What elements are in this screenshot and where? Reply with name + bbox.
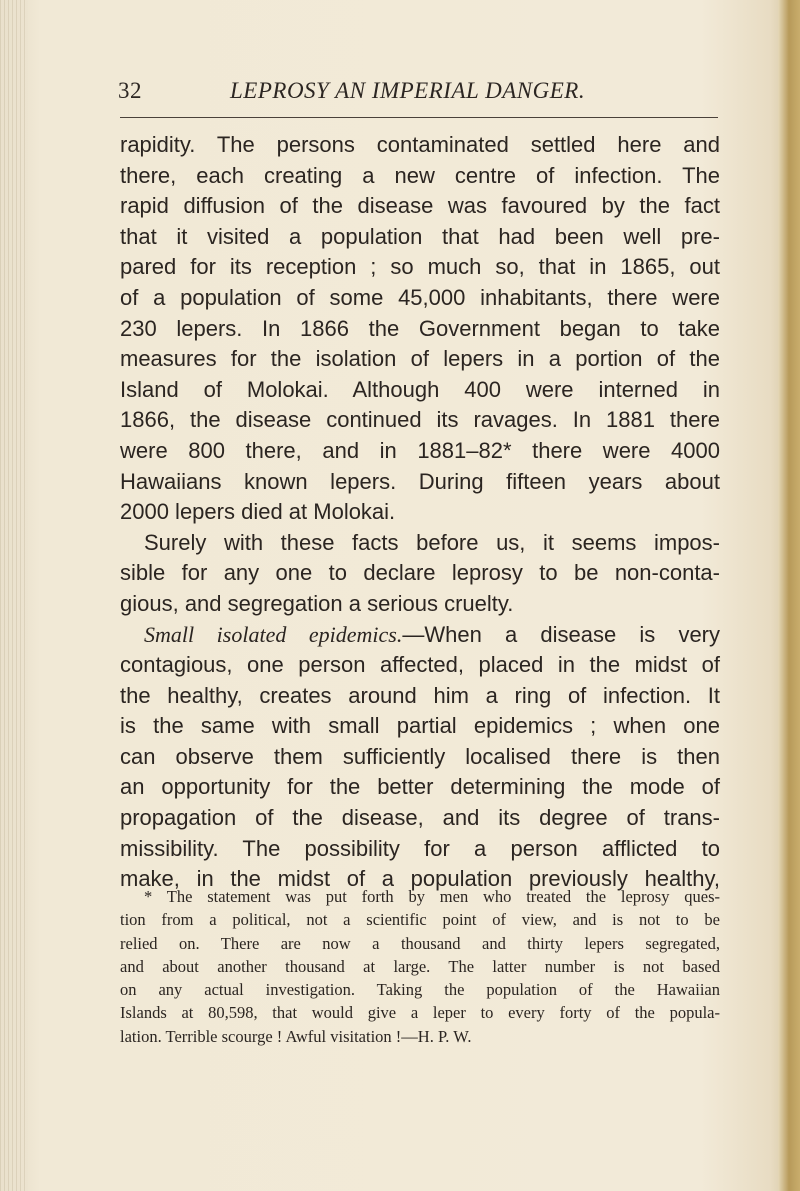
section-heading: Small isolated epidemics. (144, 621, 403, 647)
text-line (120, 620, 720, 651)
footnote-line: relied on. There are now a thousand and thirty lepers segregated, (120, 933, 720, 953)
footnote-line: * The statement was put forth by men who treated the leprosy ques- (144, 887, 720, 906)
paragraph-2 (120, 528, 720, 620)
text-line: Island of Molokai. Although 400 were interned in (120, 376, 720, 402)
footnote-line: lation. Terrible scourge ! Awful visitation !—H. P. W. (120, 1026, 472, 1046)
text-line: measures for the isolation of lepers in a portion of the (120, 346, 720, 372)
text-line: 230 lepers. In 1866 the Government began to take (120, 315, 720, 341)
page-header (118, 78, 718, 112)
text-line: can observe them sufficiently localised there is then (120, 743, 720, 769)
text-line: rapid diffusion of the disease was favoured by the fact (120, 193, 720, 219)
page-right-edge (778, 0, 800, 1191)
footnote-line: tion from a political, not a scientific point of view, and is not to be (120, 910, 720, 930)
text-line: Hawaiians known lepers. During fifteen years about (120, 468, 720, 494)
text-line: gious, and segregation a serious cruelty. (120, 590, 514, 616)
page-number: 32 (118, 78, 142, 103)
text-line: pared for its reception ; so much so, that in 1865, out (120, 254, 720, 280)
footnote-line: on any actual investigation. Taking the population of the Hawaiian (120, 980, 720, 1000)
text-line: that it visited a population that had been well pre- (120, 223, 720, 249)
text-line: rapidity. The persons contaminated settled here and (120, 132, 720, 157)
text-line: were 800 there, and in 1881–82* there were 4000 (120, 437, 720, 463)
text-line: contagious, one person affected, placed in the midst of (120, 652, 720, 678)
text-line: there, each creating a new centre of infection. The (120, 162, 720, 188)
text-line: make, in the midst of a population previously healthy, (120, 866, 720, 892)
text-line: an opportunity for the better determining the mode of (120, 774, 720, 800)
page-left-edge (0, 0, 28, 1191)
text-line: sible for any one to declare leprosy to be non-conta- (120, 560, 720, 586)
footnote-line: and about another thousand at large. The latter number is not based (120, 956, 720, 976)
running-title: LEPROSY AN IMPERIAL DANGER. (230, 78, 586, 103)
text-line: 2000 lepers died at Molokai. (120, 499, 396, 525)
text-line: of a population of some 45,000 inhabitants, there were (120, 284, 720, 310)
paragraph-3 (120, 620, 720, 895)
header-rule (120, 117, 718, 118)
footnote (120, 885, 720, 1048)
text-line: propagation of the disease, and its degree of trans- (120, 805, 720, 831)
text-line: Surely with these facts before us, it seems impos- (144, 529, 720, 555)
body-text (120, 130, 720, 895)
text-line: 1866, the disease continued its ravages. In 1881 there (120, 407, 720, 433)
text-line: missibility. The possibility for a person afflicted to (120, 835, 720, 861)
text-fragment: —When a disease is very (402, 621, 721, 647)
footnote-line: Islands at 80,598, that would give a leper to every forty of the popula- (120, 1003, 720, 1023)
text-line: the healthy, creates around him a ring of infection. It (120, 682, 720, 708)
text-line: is the same with small partial epidemics ; when one (120, 713, 720, 739)
paragraph-1 (120, 130, 720, 528)
